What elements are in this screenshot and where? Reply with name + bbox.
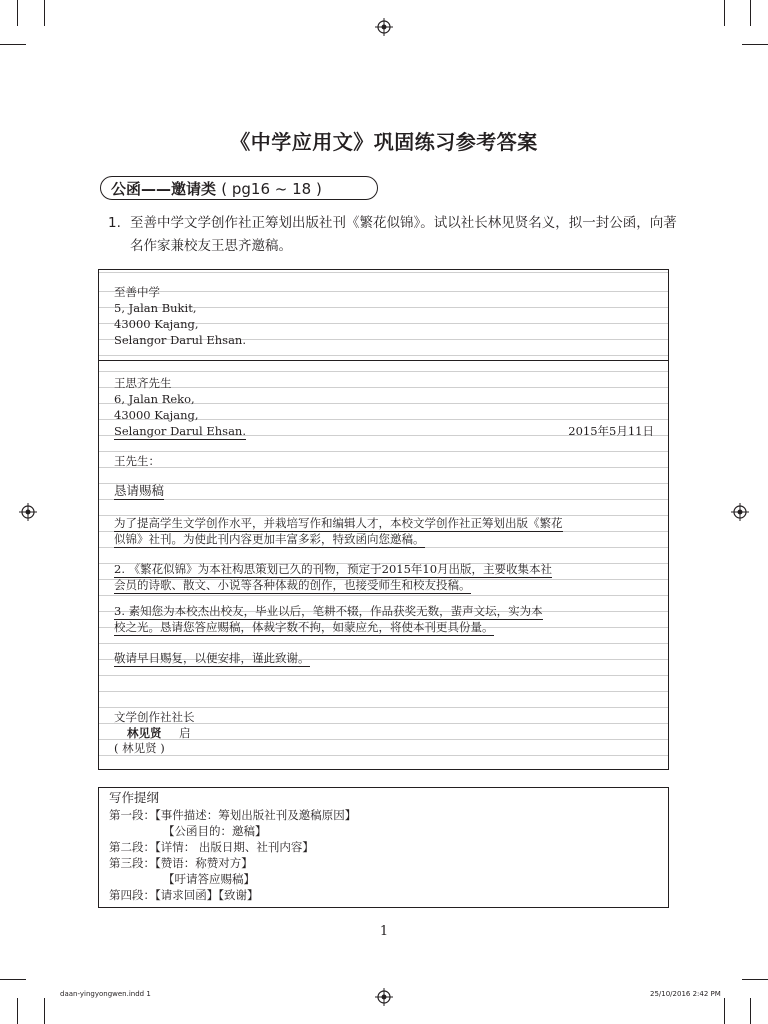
sender-line: 43000 Kajang,	[114, 317, 199, 331]
crop-mark	[750, 998, 751, 1024]
outline-line: 【公函目的：邀稿】	[163, 824, 267, 838]
recipient-line: 43000 Kajang,	[114, 408, 199, 422]
crop-mark	[742, 44, 768, 45]
footer-timestamp: 25/10/2016 2:42 PM	[650, 990, 721, 998]
footer-filename: daan-yingyongwen.indd 1	[60, 990, 151, 998]
sender-line: 5, Jalan Bukit,	[114, 301, 197, 315]
paragraph-3-line: 校之光。恳请您答应赐稿，体裁字数不拘，如蒙应允，将使本刊更具份量。	[114, 620, 494, 634]
recipient-line: 6, Jalan Reko,	[114, 392, 195, 406]
page-title: 《中学应用文》巩固练习参考答案	[230, 130, 538, 154]
address-divider	[99, 360, 668, 361]
crop-mark	[44, 998, 45, 1024]
paragraph-2-line: 会员的诗歌、散文、小说等各种体裁的创作，也接受师生和校友投稿。	[114, 578, 471, 592]
outline-line: 第二段：【详情： 出版日期、社刊内容】	[109, 840, 314, 854]
section-pages: ( pg16 ~ 18 )	[221, 180, 322, 198]
question	[108, 212, 678, 258]
crop-mark	[44, 0, 45, 26]
crop-mark	[0, 44, 26, 45]
crop-mark	[724, 0, 725, 26]
section-label	[100, 176, 378, 200]
signature-print: ( 林见贤 )	[114, 741, 165, 755]
crop-mark	[0, 979, 26, 980]
registration-mark-icon	[375, 18, 393, 36]
letter-subject: 恳请赐稿	[114, 483, 165, 498]
paragraph-1-line: 似锦》社刊。为使此刊内容更加丰富多彩，特致函向您邀稿。	[114, 532, 425, 546]
signature-name	[127, 725, 191, 741]
question-text: 至善中学文学创作社正筹划出版社刊《繁花似锦》。试以社长林见贤名义，拟一封公函，向著名作家兼校友王思齐邀稿。	[130, 215, 677, 254]
crop-mark	[742, 979, 768, 980]
signature-suffix: 启	[179, 726, 191, 740]
recipient-line: 王思齐先生	[114, 376, 172, 390]
signature-handwritten: 林见贤	[127, 726, 162, 740]
outline-line: 第三段：【赞语：称赞对方】	[109, 856, 253, 870]
salutation: 王先生：	[114, 454, 160, 468]
closing-line: 敬请早日赐复，以便安排，谨此致谢。	[114, 651, 310, 665]
section-name: 公函——邀请类	[111, 180, 217, 198]
crop-mark	[17, 998, 18, 1024]
letter-box	[98, 269, 669, 770]
outline-heading: 写作提纲	[109, 790, 160, 805]
outline-line: 【吁请答应赐稿】	[163, 872, 255, 886]
crop-mark	[750, 0, 751, 26]
outline-line: 第一段：【事件描述：筹划出版社刊及邀稿原因】	[109, 808, 357, 822]
paragraph-1-line: 为了提高学生文学创作水平，并栽培写作和编辑人才，本校文学创作社正筹划出版《繁花	[114, 516, 563, 530]
crop-mark	[17, 0, 18, 26]
page-number: 1	[379, 924, 389, 939]
registration-mark-icon	[731, 503, 749, 521]
writing-outline-box	[98, 787, 669, 908]
question-number: 1.	[108, 215, 121, 231]
paragraph-2-line: 2. 《繁花似锦》为本社构思策划已久的刊物，预定于2015年10月出版，主要收集本社	[114, 562, 553, 576]
sender-line: Selangor Darul Ehsan.	[114, 333, 246, 347]
crop-mark	[724, 998, 725, 1024]
recipient-line: Selangor Darul Ehsan.	[114, 424, 246, 438]
registration-mark-icon	[375, 988, 393, 1006]
sender-line: 至善中学	[114, 285, 160, 299]
signature-title: 文学创作社社长	[114, 710, 195, 724]
letter-date: 2015年5月11日	[568, 424, 654, 438]
paragraph-3-line: 3. 素知您为本校杰出校友，毕业以后，笔耕不辍，作品获奖无数，蜚声文坛，实为本	[114, 604, 543, 618]
outline-line: 第四段：【请求回函】【致谢】	[109, 888, 259, 902]
registration-mark-icon	[19, 503, 37, 521]
